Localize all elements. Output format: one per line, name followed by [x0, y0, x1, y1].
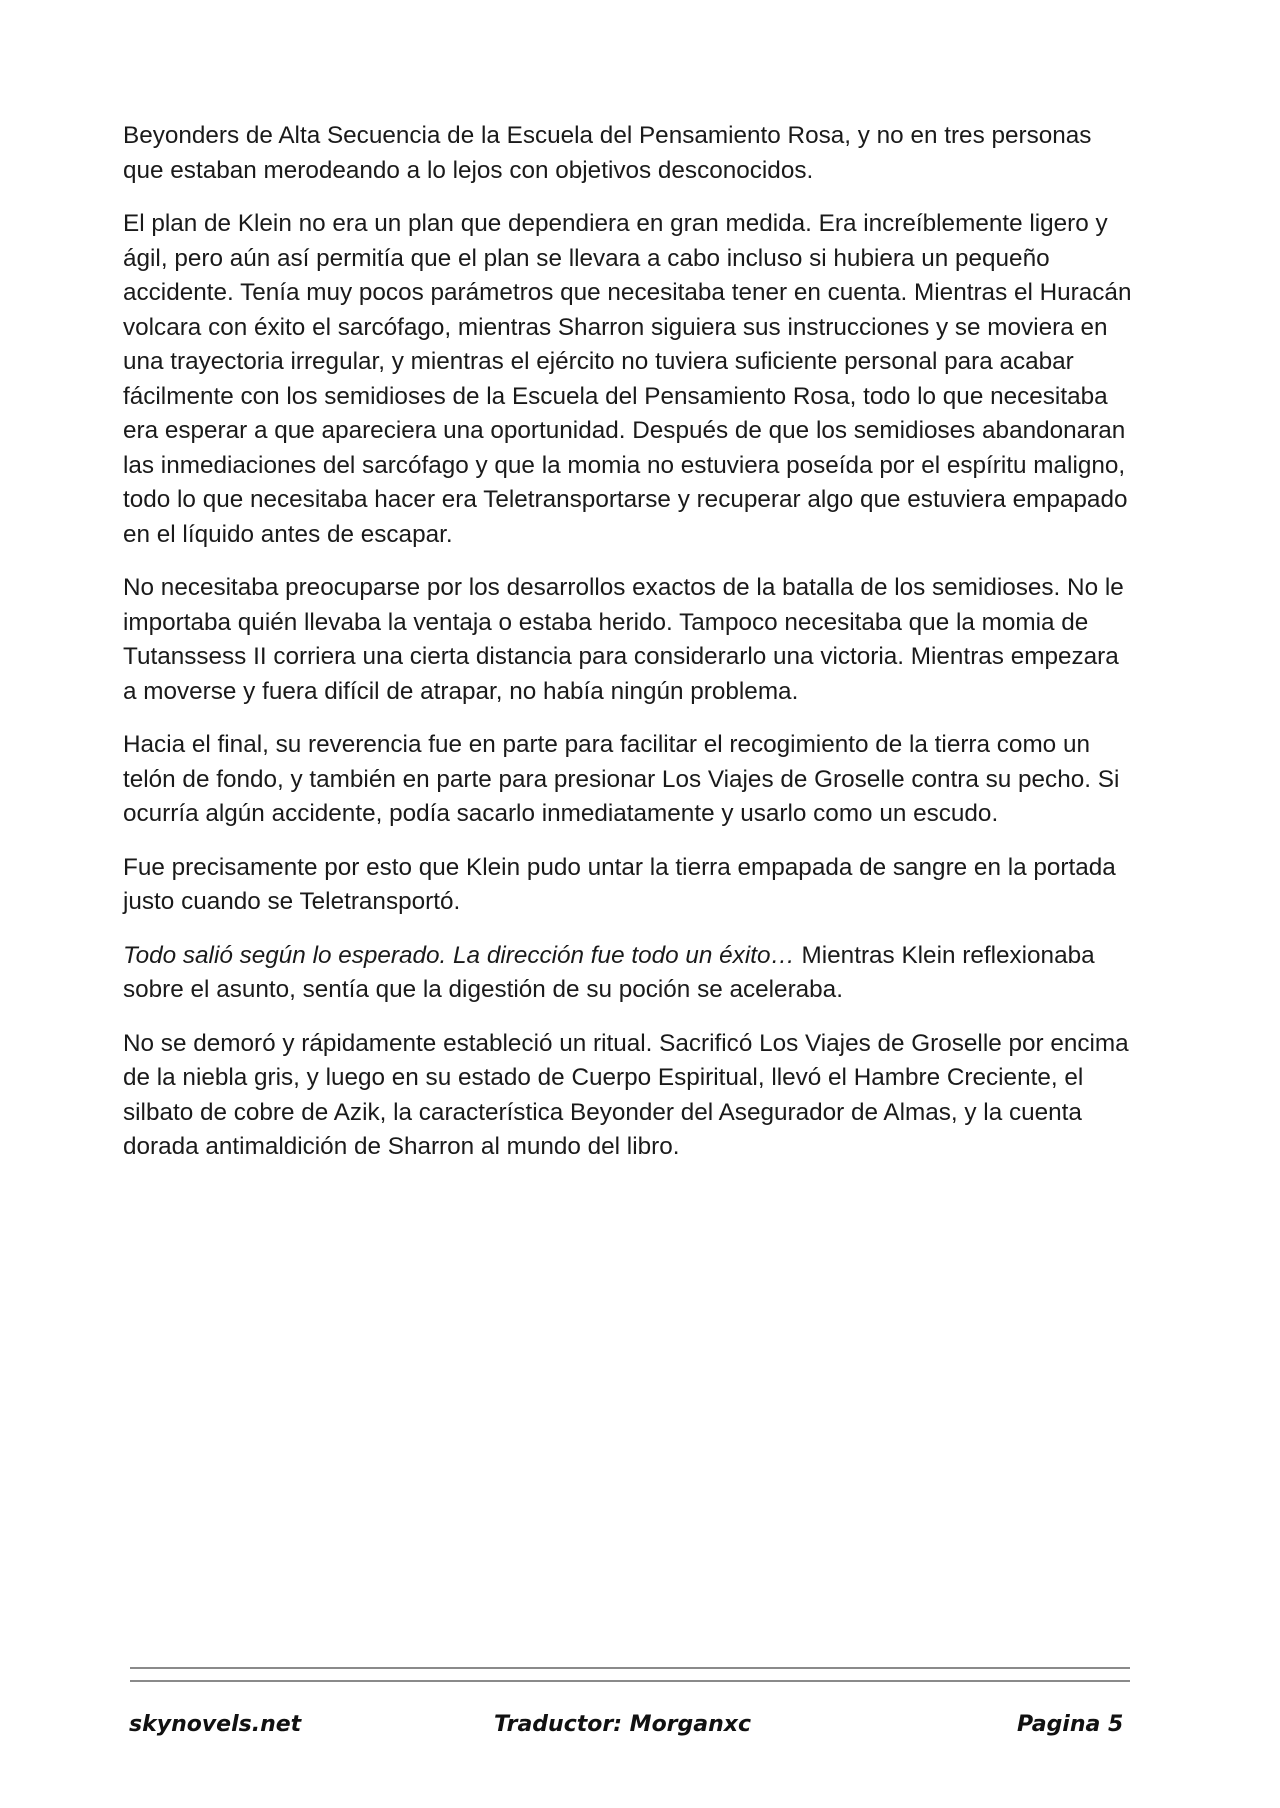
paragraph-3-text: No necesitaba preocuparse por los desarrollos exactos de la batalla de los semidioses. No le importaba quién llevaba la ventaja o estaba herido. Tampoco necesitaba que la momia de Tutanssess II corriera una cierta distancia para considerarlo una victoria. Mientras empezara a moverse y fuera difícil de atrapar, no había ningún problema.: [123, 574, 1124, 705]
paragraph-7: [123, 1027, 1133, 1165]
footer-translator: Traductor: Morganxc: [494, 1712, 752, 1737]
paragraph-4: [123, 728, 1133, 832]
paragraph-5: [123, 851, 1133, 920]
paragraph-1-text: Beyonders de Alta Secuencia de la Escuela del Pensamiento Rosa, y no en tres personas que estaban merodeando a lo lejos con objetivos desconocidos.: [123, 122, 1092, 184]
paragraph-1: [123, 119, 1133, 188]
paragraph-6-italic: Todo salió según lo esperado. La dirección fue todo un éxito…: [123, 941, 795, 969]
paragraph-2: [123, 207, 1133, 552]
document-body: [123, 119, 1133, 1184]
paragraph-6-text: Mientras Klein reflexionaba sobre el asunto, sentía que la digestión de su poción se aceleraba.: [123, 941, 1095, 1003]
footer-divider-top: [130, 1667, 1130, 1669]
paragraph-7-text: No se demoró y rápidamente estableció un ritual. Sacrificó Los Viajes de Groselle por encima de la niebla gris, y luego en su estado de Cuerpo Espiritual, llevó el Hambre Creciente, el silbato de cobre de Azik, la característica Beyonder del Asegurador de Almas, y la cuenta dorada antimaldición de Sharron al mundo del libro.: [123, 1029, 1129, 1160]
footer-divider-bottom: [130, 1680, 1130, 1682]
paragraph-5-text: Fue precisamente por esto que Klein pudo untar la tierra empapada de sangre en la portada justo cuando se Teletransportó.: [123, 853, 1116, 915]
paragraph-4-text: Hacia el final, su reverencia fue en parte para facilitar el recogimiento de la tierra como un telón de fondo, y también en parte para presionar Los Viajes de Groselle contra su pecho. Si ocurría algún accidente, podía sacarlo inmediatamente y usarlo como un escudo.: [123, 731, 1120, 827]
footer-site: skynovels.net: [129, 1712, 302, 1737]
paragraph-6: [123, 939, 1133, 1008]
footer-page-number: Pagina 5: [1017, 1712, 1124, 1737]
paragraph-2-text: El plan de Klein no era un plan que dependiera en gran medida. Era increíblemente ligero y ágil, pero aún así permitía que el plan se llevara a cabo incluso si hubiera un pequeño accidente. Tenía muy pocos parámetros que necesitaba tener en cuenta. Mientras el Huracán volcara con éxito el sarcófago, mientras Sharron siguiera sus instrucciones y se moviera en una trayectoria irregular, y mientras el ejército no tuviera suficiente personal para acabar fácilmente con los semidioses de la Escuela del Pensamiento Rosa, todo lo que necesitaba era esperar a que apareciera una oportunidad. Después de que los semidioses abandonaran las inmediaciones del sarcófago y que la momia no estuviera poseída por el espíritu maligno, todo lo que necesitaba hacer era Teletransportarse y recuperar algo que estuviera empapado en el líquido antes de escapar.: [123, 210, 1132, 548]
paragraph-3: [123, 571, 1133, 709]
